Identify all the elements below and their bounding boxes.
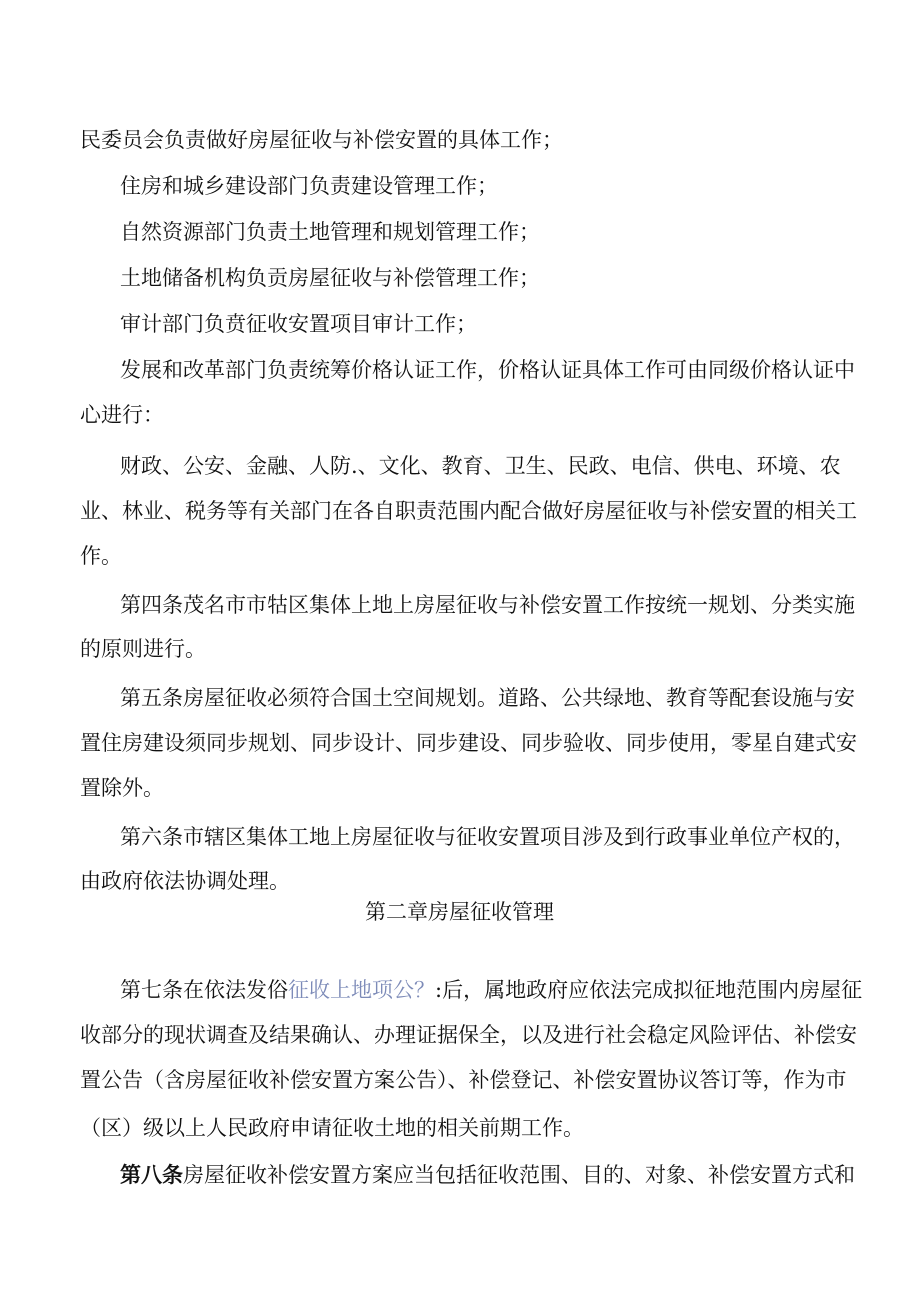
text-line: 由政府依法协调处理。 — [80, 869, 290, 893]
text-line: 土地储备机构负贡房屋征收与补偿管理工作； — [120, 266, 540, 290]
text-line: 发展和改革部门负责统筹价格认证工作，价格认证具体工作可由同级价格认证中 — [120, 358, 855, 382]
article-7-start: 第七条在依法发俗 — [120, 978, 288, 1002]
text-line: 第四条茂名市市牯区集体上地上房屋征收与补偿安置工作按统一规划、分类实施 — [120, 593, 855, 617]
text-line: 财政、公安、金融、人防.、文化、教育、卫生、民政、电信、供电、环境、农 — [120, 454, 841, 478]
text-line: 民委员会负责做好房屋征收与补偿安置的具体工作； — [80, 128, 563, 152]
text-line: 的原则进行。 — [80, 637, 206, 661]
text-line: 第五条房屋征收必须符合国土空间规划。道路、公共绿地、教育等配套设施与安 — [120, 686, 855, 710]
text-line: （区）级以上人民政府申请征收土地的相关前期工作。 — [80, 1116, 584, 1140]
text-line: 业、林业、税务等有关部门在各自职责范围内配合做好房屋征收与补偿安置的相关工 — [80, 499, 857, 523]
chapter-heading: 第二章房屋征收管理 — [365, 900, 554, 924]
article-8-label: 第八条 — [120, 1162, 183, 1187]
text-line: 作。 — [80, 544, 122, 568]
text-line: 置公告（含房屋征收补偿安置方案公告）、补偿登记、补偿安置协议答订等，作为市 — [80, 1068, 847, 1092]
text-line: 置除外。 — [80, 776, 164, 800]
text-line: 置住房建设须同步规划、同步设计、同步建设、同步验收、同步使用，零星自建式安 — [80, 731, 857, 755]
text-line: 自然资源部门负责土地管理和规划管理工作； — [120, 220, 540, 244]
text-line — [120, 975, 862, 1005]
article-7-continue: :后，属地政府应依法完成拟征地范围内房屋征 — [435, 978, 863, 1002]
text-line: 审计部门负贲征收安置项目审计工作； — [120, 312, 477, 336]
article-7-link[interactable]: 征收上地项公？ — [288, 978, 435, 1002]
text-line: 收部分的现状调查及结果确认、办理证据保全，以及进行社会稳定风险评估、补偿安 — [80, 1023, 857, 1047]
text-line: 住房和城乡建设部门负责建设管理工作； — [120, 174, 498, 198]
article-8-text: 房屋征收补偿安置方案应当包括征收范围、目的、对象、补偿安置方式和 — [183, 1163, 855, 1187]
text-line — [120, 1160, 855, 1190]
text-line: 第六条市辖区集体工地上房屋征收与征收安置项目涉及到行政事业单位产权的， — [120, 825, 855, 849]
text-line: 心进行： — [80, 403, 164, 427]
